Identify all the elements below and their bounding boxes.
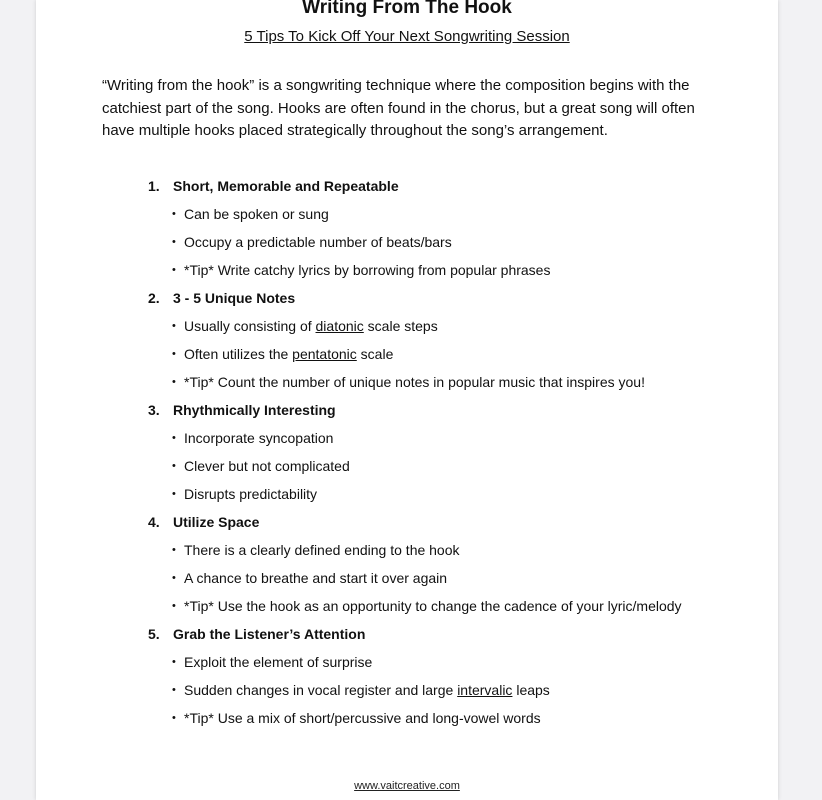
tip-bullets xyxy=(148,648,748,732)
bullet-icon: • xyxy=(172,656,176,668)
bullet-item xyxy=(172,480,748,508)
document-subtitle: 5 Tips To Kick Off Your Next Songwriting Session xyxy=(244,28,570,45)
bullet-icon: • xyxy=(172,684,176,696)
tip-bullets xyxy=(148,200,748,284)
document-page xyxy=(36,0,778,800)
tip-heading-text: Grab the Listener’s Attention xyxy=(173,625,366,642)
tip-bullets xyxy=(148,424,748,508)
document-title: Writing From The Hook xyxy=(302,0,512,18)
bullet-text: Occupy a predictable number of beats/bars xyxy=(184,234,452,250)
tip-number: 1. xyxy=(148,177,160,194)
tip-number: 2. xyxy=(148,289,160,306)
bullet-text: Often utilizes the pentatonic scale xyxy=(184,346,394,362)
bullet-icon: • xyxy=(172,208,176,220)
bullet-icon: • xyxy=(172,488,176,500)
bullet-icon: • xyxy=(172,712,176,724)
bullet-item xyxy=(172,368,748,396)
bullet-item xyxy=(172,648,748,676)
tip-heading-text: 3 - 5 Unique Notes xyxy=(173,289,296,306)
tip-heading xyxy=(148,396,748,424)
bullet-text: Can be spoken or sung xyxy=(184,206,329,222)
bullet-text: *Tip* Use a mix of short/percussive and long-vowel words xyxy=(184,710,541,726)
tip-heading xyxy=(148,172,748,200)
bullet-item xyxy=(172,536,748,564)
tip-item xyxy=(148,620,748,732)
tips-list xyxy=(148,172,748,732)
tip-heading xyxy=(148,284,748,312)
tip-item xyxy=(148,396,748,508)
bullet-text: Sudden changes in vocal register and large intervalic leaps xyxy=(184,682,550,698)
bullet-icon: • xyxy=(172,600,176,612)
pentatonic-link[interactable]: pentatonic xyxy=(292,346,357,362)
tip-number: 5. xyxy=(148,625,160,642)
bullet-text: Usually consisting of diatonic scale steps xyxy=(184,318,438,334)
bullet-item xyxy=(172,592,748,620)
diatonic-link[interactable]: diatonic xyxy=(315,318,364,334)
bullet-text: A chance to breathe and start it over again xyxy=(184,570,448,586)
bullet-text: Exploit the element of surprise xyxy=(184,654,373,670)
bullet-text: Disrupts predictability xyxy=(184,486,318,502)
tip-heading-text: Rhythmically Interesting xyxy=(173,401,336,418)
bullet-item xyxy=(172,676,748,704)
bullet-icon: • xyxy=(172,348,176,360)
tip-heading-text: Short, Memorable and Repeatable xyxy=(173,177,399,194)
intervalic-link[interactable]: intervalic xyxy=(457,682,513,698)
bullet-item xyxy=(172,228,748,256)
bullet-icon: • xyxy=(172,572,176,584)
tip-number: 3. xyxy=(148,401,160,418)
bullet-icon: • xyxy=(172,432,176,444)
bullet-item xyxy=(172,452,748,480)
bullet-item xyxy=(172,340,748,368)
tip-heading xyxy=(148,620,748,648)
tip-bullets xyxy=(148,312,748,396)
bullet-item xyxy=(172,704,748,732)
bullet-text: Clever but not complicated xyxy=(184,458,350,474)
tip-item xyxy=(148,508,748,620)
bullet-text: *Tip* Use the hook as an opportunity to change the cadence of your lyric/melody xyxy=(184,598,682,614)
bullet-text: *Tip* Count the number of unique notes in popular music that inspires you! xyxy=(184,374,645,390)
bullet-item xyxy=(172,256,748,284)
bullet-icon: • xyxy=(172,376,176,388)
intro-paragraph: “Writing from the hook” is a songwriting technique where the composition begins with the catchiest part of the song. Hooks are often found in the chorus, but a great song will often have multiple hooks placed strategically throughout the song’s arrangement. xyxy=(102,77,695,139)
tip-heading xyxy=(148,508,748,536)
bullet-icon: • xyxy=(172,460,176,472)
bullet-icon: • xyxy=(172,236,176,248)
bullet-icon: • xyxy=(172,320,176,332)
bullet-item xyxy=(172,312,748,340)
bullet-text: Incorporate syncopation xyxy=(184,430,334,446)
tip-item xyxy=(148,172,748,284)
tip-heading-text: Utilize Space xyxy=(173,513,260,530)
tip-bullets xyxy=(148,536,748,620)
bullet-text: There is a clearly defined ending to the hook xyxy=(184,542,460,558)
bullet-text: *Tip* Write catchy lyrics by borrowing from popular phrases xyxy=(184,262,551,278)
website-link[interactable]: www.vaitcreative.com xyxy=(354,780,460,792)
tip-number: 4. xyxy=(148,513,160,530)
bullet-item xyxy=(172,200,748,228)
bullet-icon: • xyxy=(172,544,176,556)
bullet-icon: • xyxy=(172,264,176,276)
bullet-item xyxy=(172,424,748,452)
bullet-item xyxy=(172,564,748,592)
tip-item xyxy=(148,284,748,396)
